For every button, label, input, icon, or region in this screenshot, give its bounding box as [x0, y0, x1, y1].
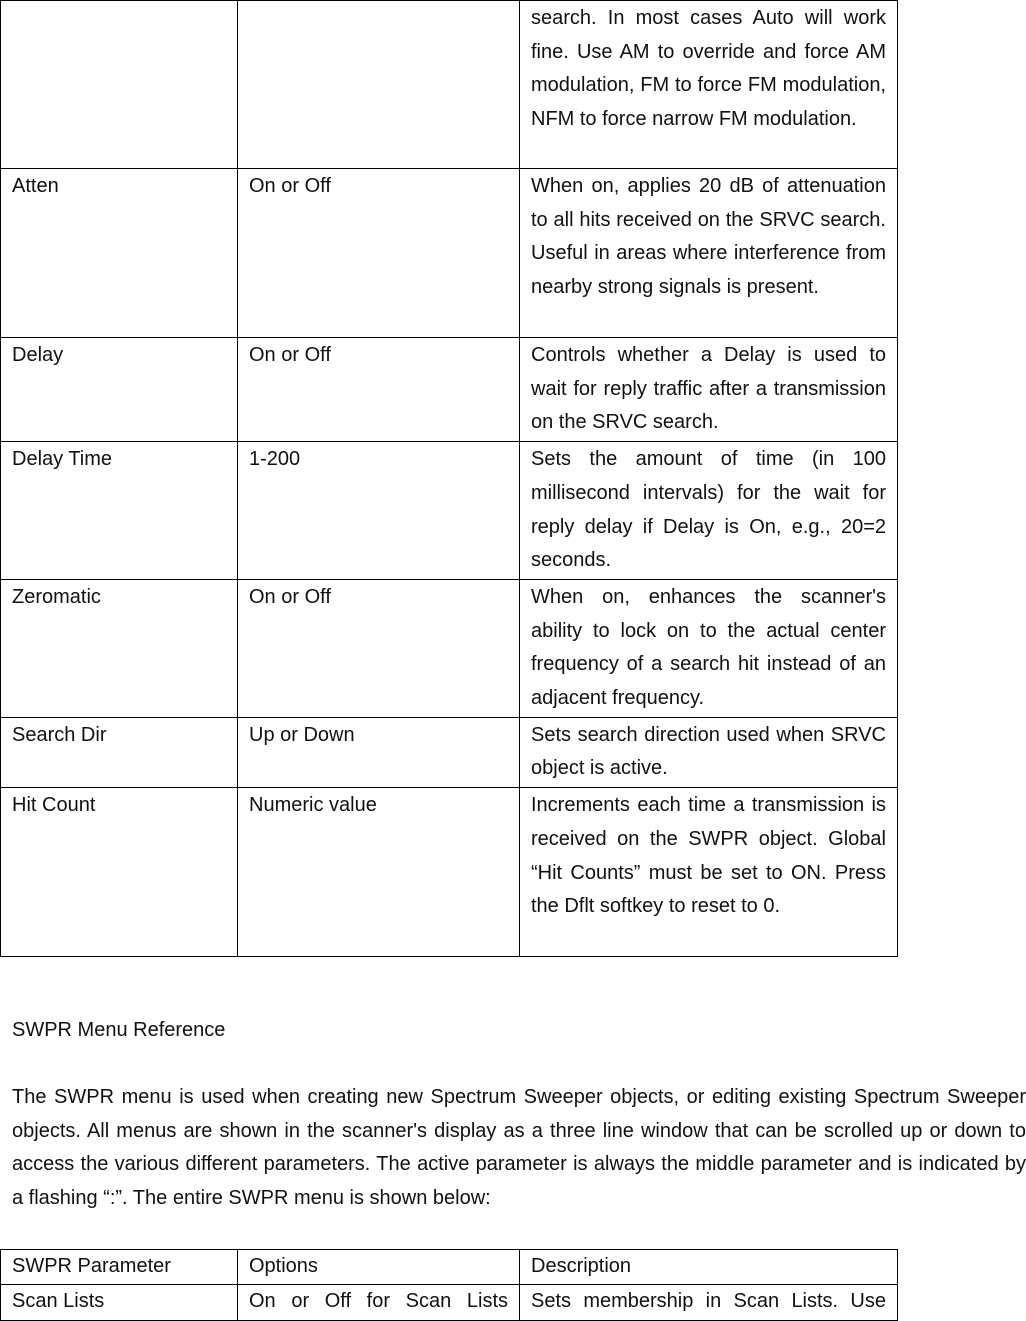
- parameter-cell: Delay: [1, 338, 238, 442]
- table-header-row: [1, 1250, 898, 1285]
- description-cell: search. In most cases Auto will work fine. Use AM to override and force AM modulation, FM to force FM modulation, NFM to force narrow FM modulation.: [520, 1, 898, 169]
- table-row: [1, 169, 898, 338]
- table-row: [1, 1, 898, 169]
- description-cell: Sets search direction used when SRVC object is active.: [520, 717, 898, 787]
- header-parameter: SWPR Parameter: [1, 1250, 238, 1285]
- options-cell: [238, 1, 520, 169]
- options-cell: On or Off: [238, 169, 520, 338]
- description-cell: Controls whether a Delay is used to wait for reply traffic after a transmission on the SRVC search.: [520, 338, 898, 442]
- table-row: [1, 579, 898, 717]
- options-cell: On or Off for Scan Lists: [238, 1285, 520, 1321]
- description-cell: Sets membership in Scan Lists. Use: [520, 1285, 898, 1321]
- table-row: [1, 1285, 898, 1321]
- description-cell: When on, enhances the scanner's ability to lock on to the actual center frequency of a search hit instead of an adjacent frequency.: [520, 579, 898, 717]
- section-paragraph: The SWPR menu is used when creating new Spectrum Sweeper objects, or editing existing Spectrum Sweeper objects. All menus are shown in the scanner's display as a three line window that can be scrolled up or down to access the various different parameters. The active parameter is always the middle parameter and is indicated by a flashing “:”. The entire SWPR menu is shown below:: [12, 1086, 1026, 1210]
- parameter-cell: Hit Count: [1, 788, 238, 957]
- parameter-cell: Zeromatic: [1, 579, 238, 717]
- options-cell: On or Off: [238, 579, 520, 717]
- description-cell: Increments each time a transmission is received on the SWPR object. Global “Hit Counts” must be set to ON. Press the Dflt softkey to reset to 0.: [520, 788, 898, 957]
- parameter-cell: Scan Lists: [1, 1285, 238, 1321]
- header-description: Description: [520, 1250, 898, 1285]
- parameter-cell: [1, 1, 238, 169]
- table-row: [1, 338, 898, 442]
- swpr-parameter-table: [0, 1249, 898, 1321]
- table-row: [1, 788, 898, 957]
- options-cell: On or Off: [238, 338, 520, 442]
- parameter-cell: Search Dir: [1, 717, 238, 787]
- description-cell: When on, applies 20 dB of attenuation to all hits received on the SRVC search. Useful in areas where interference from nearby strong signals is present.: [520, 169, 898, 338]
- options-cell: Numeric value: [238, 788, 520, 957]
- parameter-cell: Atten: [1, 169, 238, 338]
- description-cell: Sets the amount of time (in 100 millisecond intervals) for the wait for reply delay if Delay is On, e.g., 20=2 seconds.: [520, 442, 898, 580]
- options-cell: 1-200: [238, 442, 520, 580]
- options-cell: Up or Down: [238, 717, 520, 787]
- header-options: Options: [238, 1250, 520, 1285]
- section-heading: SWPR Menu Reference: [12, 1019, 226, 1041]
- table-row: [1, 717, 898, 787]
- parameter-cell: Delay Time: [1, 442, 238, 580]
- table-row: [1, 442, 898, 580]
